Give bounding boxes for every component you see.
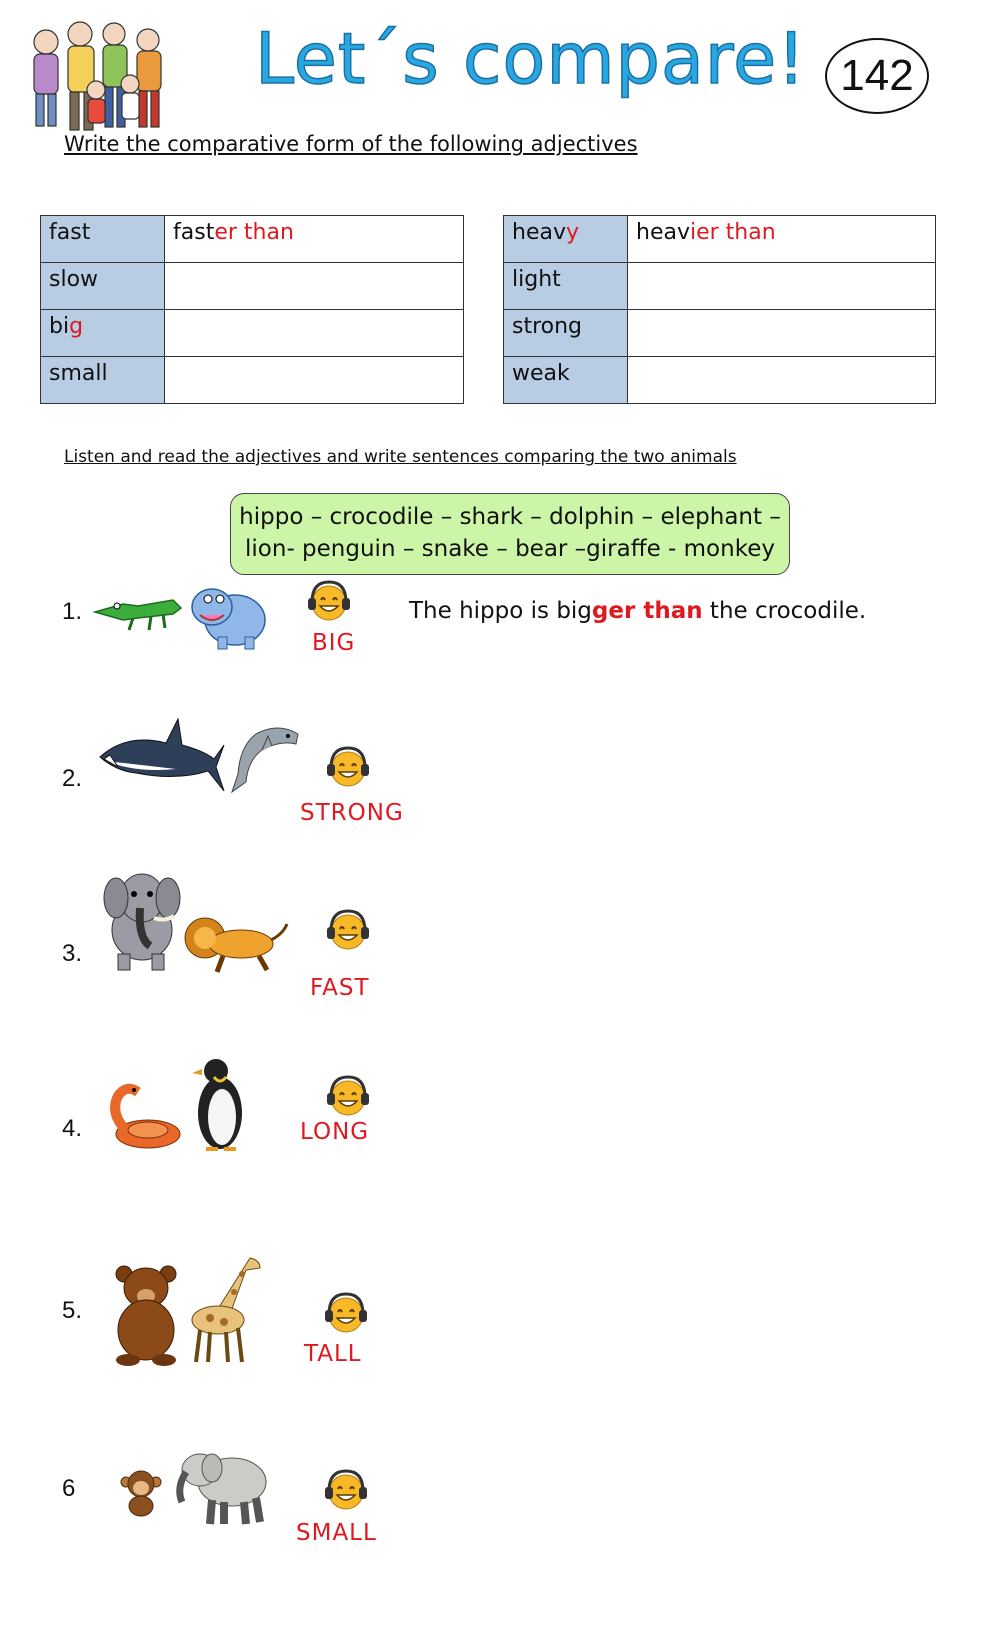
adjective-row (41, 216, 464, 263)
sentence-highlight: ger than (591, 598, 703, 624)
adjective-word-ending: g (69, 314, 84, 339)
comparative-suffix: er than (214, 220, 294, 245)
word-bank (230, 493, 790, 575)
adjective-word: light (512, 267, 561, 292)
comparative-answer-cell[interactable] (165, 357, 464, 404)
word-bank-line-1: hippo – crocodile – shark – dolphin – elephant – (239, 504, 781, 530)
adjective-hint: FAST (310, 975, 370, 1001)
hippo-icon (190, 575, 270, 655)
adjective-word-cell (41, 263, 165, 310)
word-bank-line-2: lion- penguin – snake – bear –giraffe - monkey (245, 536, 775, 562)
adjective-table-right (503, 215, 936, 404)
adjective-word-cell (504, 357, 628, 404)
worksheet-number-badge: 142 (825, 38, 929, 114)
adjective-row (504, 263, 936, 310)
adjective-row (41, 310, 464, 357)
adjective-word-cell (41, 357, 165, 404)
adjective-word: bi (49, 314, 70, 339)
adjective-hint: STRONG (300, 800, 404, 826)
crocodile-icon (93, 590, 183, 635)
exercise-number: 2. (62, 765, 83, 792)
adjective-hint: SMALL (296, 1520, 377, 1546)
listen-emoji-icon (306, 578, 352, 624)
adjective-word-cell (504, 216, 628, 263)
family-illustration (18, 12, 183, 141)
adjective-word: slow (49, 267, 99, 292)
instruction-write-sentences: Listen and read the adjectives and write sentences comparing the two animals (64, 447, 737, 467)
dolphin-icon (228, 720, 303, 800)
comparative-root: fast (173, 220, 215, 245)
snake-icon (104, 1082, 184, 1152)
adjective-word-cell (504, 310, 628, 357)
exercise-number: 5. (62, 1297, 83, 1324)
listen-emoji-icon (323, 1290, 369, 1336)
adjective-word: small (49, 361, 108, 386)
comparative-answer-cell[interactable] (165, 263, 464, 310)
lion-icon (183, 910, 288, 975)
penguin-icon (190, 1055, 250, 1155)
exercise-number: 3. (62, 940, 83, 967)
comparative-answer-cell[interactable] (165, 216, 464, 263)
exercise-number: 4. (62, 1115, 83, 1142)
adjective-hint: LONG (300, 1119, 370, 1145)
listen-emoji-icon (325, 907, 371, 953)
sentence-end: the crocodile. (702, 598, 867, 624)
giraffe-icon (186, 1252, 266, 1367)
comparative-answer-cell[interactable] (628, 310, 936, 357)
bear-icon (112, 1262, 180, 1367)
adjective-table-left (40, 215, 464, 404)
adjective-word-cell (504, 263, 628, 310)
adjective-word: weak (512, 361, 570, 386)
adjective-word-cell (41, 216, 165, 263)
adjective-row (504, 216, 936, 263)
listen-emoji-icon (323, 1467, 369, 1513)
adjective-word-cell (41, 310, 165, 357)
shark-icon (96, 715, 226, 800)
exercise-number: 6 (62, 1475, 76, 1502)
adjective-row (41, 357, 464, 404)
elephant-icon (102, 868, 182, 973)
comparative-answer-cell[interactable] (628, 263, 936, 310)
adjective-hint: BIG (312, 630, 356, 656)
adjective-word: heav (512, 220, 566, 245)
adjective-row (504, 310, 936, 357)
elephant-icon (172, 1438, 272, 1528)
comparative-answer-cell[interactable] (628, 216, 936, 263)
comparative-answer-cell[interactable] (165, 310, 464, 357)
adjective-word-ending: y (565, 220, 580, 245)
comparative-answer-cell[interactable] (628, 357, 936, 404)
adjective-row (504, 357, 936, 404)
comparative-root: heav (636, 220, 690, 245)
listen-emoji-icon (325, 1073, 371, 1119)
sentence-start: The hippo is big (409, 598, 592, 624)
adjective-word: fast (49, 220, 91, 245)
listen-emoji-icon (325, 744, 371, 790)
adjective-word: strong (512, 314, 583, 339)
comparative-suffix: ier than (689, 220, 776, 245)
example-sentence (409, 598, 866, 624)
monkey-icon (120, 1468, 162, 1518)
adjective-row (41, 263, 464, 310)
page-title: Let´s compare! (255, 18, 807, 100)
adjective-hint: TALL (304, 1341, 362, 1367)
exercise-number: 1. (62, 598, 83, 625)
instruction-comparative-forms: Write the comparative form of the following adjectives (64, 132, 638, 156)
